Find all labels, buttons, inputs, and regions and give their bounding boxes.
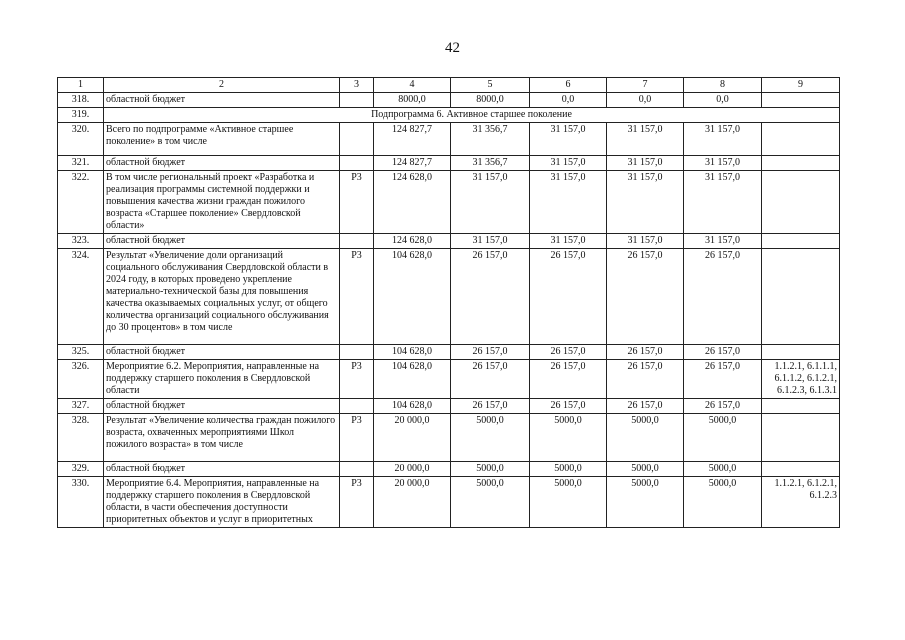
value-col-8: 5000,0: [684, 462, 762, 477]
target-indicators: 1.1.2.1, 6.1.1.1, 6.1.1.2, 6.1.2.1, 6.1.2.3, 6.1.3.1: [762, 360, 840, 399]
target-indicators: [762, 345, 840, 360]
value-col-5: 26 157,0: [451, 360, 530, 399]
row-description: областной бюджет: [104, 399, 340, 414]
row-number: 323.: [58, 234, 104, 249]
header-cell: 4: [374, 78, 451, 93]
value-col-8: 5000,0: [684, 414, 762, 462]
table-row: [58, 399, 840, 414]
row-description: Результат «Увеличение количества граждан пожилого возраста, охваченных мероприятиями Школ пожилого возраста» в том числе: [104, 414, 340, 462]
value-col-4: 104 628,0: [374, 345, 451, 360]
row-number: 318.: [58, 93, 104, 108]
value-col-7: 5000,0: [607, 477, 684, 528]
row-description: Результат «Увеличение доли организаций социального обслуживания Свердловской области в 2024 году, в которых проведено укрепление материально-технической базы для повышения качества оказываемых социальных услуг, от общего количества организаций социального обслуживания до 30 процентов» в том числе: [104, 249, 340, 345]
row-description: областной бюджет: [104, 345, 340, 360]
row-code: [340, 156, 374, 171]
target-indicators: [762, 462, 840, 477]
value-col-5: 31 356,7: [451, 156, 530, 171]
row-code: Р3: [340, 249, 374, 345]
value-col-4: 20 000,0: [374, 477, 451, 528]
row-code: [340, 345, 374, 360]
table-row: [58, 414, 840, 462]
row-description: Всего по подпрограмме «Активное старшее поколение» в том числе: [104, 123, 340, 156]
value-col-5: 31 356,7: [451, 123, 530, 156]
target-indicators: 1.1.2.1, 6.1.2.1, 6.1.2.3: [762, 477, 840, 528]
value-col-5: 5000,0: [451, 477, 530, 528]
value-col-4: 8000,0: [374, 93, 451, 108]
value-col-4: 104 628,0: [374, 249, 451, 345]
row-code: [340, 399, 374, 414]
row-number: 327.: [58, 399, 104, 414]
budget-table: [57, 77, 840, 528]
value-col-6: 5000,0: [530, 477, 607, 528]
row-code: [340, 234, 374, 249]
target-indicators: [762, 414, 840, 462]
value-col-5: 31 157,0: [451, 234, 530, 249]
value-col-4: 104 628,0: [374, 360, 451, 399]
table-row: [58, 462, 840, 477]
value-col-8: 0,0: [684, 93, 762, 108]
target-indicators: [762, 93, 840, 108]
table-row: [58, 171, 840, 234]
value-col-6: 26 157,0: [530, 360, 607, 399]
subprogram-title: Подпрограмма 6. Активное старшее поколение: [104, 108, 840, 123]
value-col-4: 20 000,0: [374, 414, 451, 462]
value-col-6: 26 157,0: [530, 399, 607, 414]
value-col-4: 20 000,0: [374, 462, 451, 477]
value-col-6: 31 157,0: [530, 123, 607, 156]
header-cell: 2: [104, 78, 340, 93]
value-col-7: 31 157,0: [607, 123, 684, 156]
row-number: 324.: [58, 249, 104, 345]
value-col-5: 31 157,0: [451, 171, 530, 234]
value-col-8: 26 157,0: [684, 360, 762, 399]
table-header-row: [58, 78, 840, 93]
value-col-4: 104 628,0: [374, 399, 451, 414]
value-col-7: 26 157,0: [607, 399, 684, 414]
row-number: 322.: [58, 171, 104, 234]
row-number: 329.: [58, 462, 104, 477]
value-col-7: 26 157,0: [607, 360, 684, 399]
header-cell: 1: [58, 78, 104, 93]
value-col-8: 26 157,0: [684, 399, 762, 414]
value-col-4: 124 827,7: [374, 123, 451, 156]
table-row: [58, 345, 840, 360]
target-indicators: [762, 171, 840, 234]
table-row: [58, 123, 840, 156]
row-number: 325.: [58, 345, 104, 360]
value-col-7: 26 157,0: [607, 249, 684, 345]
value-col-7: 31 157,0: [607, 234, 684, 249]
row-description: областной бюджет: [104, 234, 340, 249]
header-cell: 7: [607, 78, 684, 93]
table-row: [58, 234, 840, 249]
row-description: В том числе региональный проект «Разработка и реализация программы системной поддержки и повышения качества жизни граждан пожилого возраста «Старшее поколение» Свердловской области»: [104, 171, 340, 234]
value-col-6: 31 157,0: [530, 234, 607, 249]
header-cell: 6: [530, 78, 607, 93]
table-row: [58, 156, 840, 171]
value-col-5: 26 157,0: [451, 345, 530, 360]
row-description: областной бюджет: [104, 156, 340, 171]
table-row: [58, 360, 840, 399]
header-cell: 3: [340, 78, 374, 93]
value-col-8: 5000,0: [684, 477, 762, 528]
row-number: 328.: [58, 414, 104, 462]
target-indicators: [762, 399, 840, 414]
row-code: Р3: [340, 171, 374, 234]
value-col-6: 5000,0: [530, 414, 607, 462]
row-description: областной бюджет: [104, 462, 340, 477]
table-row: [58, 93, 840, 108]
row-description: Мероприятие 6.2. Мероприятия, направленные на поддержку старшего поколения в Свердловской области: [104, 360, 340, 399]
row-code: [340, 123, 374, 156]
table-row: [58, 108, 840, 123]
page-number: 42: [445, 40, 460, 56]
row-code: [340, 93, 374, 108]
value-col-8: 26 157,0: [684, 345, 762, 360]
table-row: [58, 249, 840, 345]
row-description: областной бюджет: [104, 93, 340, 108]
target-indicators: [762, 123, 840, 156]
row-number: 326.: [58, 360, 104, 399]
value-col-5: 26 157,0: [451, 249, 530, 345]
table-row: [58, 477, 840, 528]
header-cell: 9: [762, 78, 840, 93]
row-number: 320.: [58, 123, 104, 156]
value-col-7: 0,0: [607, 93, 684, 108]
target-indicators: [762, 156, 840, 171]
value-col-8: 31 157,0: [684, 123, 762, 156]
value-col-6: 26 157,0: [530, 249, 607, 345]
value-col-7: 31 157,0: [607, 171, 684, 234]
value-col-7: 5000,0: [607, 414, 684, 462]
header-cell: 8: [684, 78, 762, 93]
value-col-7: 26 157,0: [607, 345, 684, 360]
row-code: [340, 462, 374, 477]
value-col-7: 5000,0: [607, 462, 684, 477]
row-number: 321.: [58, 156, 104, 171]
row-number: 330.: [58, 477, 104, 528]
value-col-6: 31 157,0: [530, 171, 607, 234]
value-col-6: 26 157,0: [530, 345, 607, 360]
value-col-6: 0,0: [530, 93, 607, 108]
target-indicators: [762, 234, 840, 249]
target-indicators: [762, 249, 840, 345]
value-col-4: 124 628,0: [374, 234, 451, 249]
row-code: Р3: [340, 360, 374, 399]
value-col-4: 124 628,0: [374, 171, 451, 234]
value-col-4: 124 827,7: [374, 156, 451, 171]
value-col-5: 26 157,0: [451, 399, 530, 414]
value-col-6: 31 157,0: [530, 156, 607, 171]
row-code: Р3: [340, 477, 374, 528]
value-col-5: 5000,0: [451, 414, 530, 462]
value-col-8: 31 157,0: [684, 171, 762, 234]
header-cell: 5: [451, 78, 530, 93]
row-description: Мероприятие 6.4. Мероприятия, направленные на поддержку старшего поколения в Свердловской области, в части обеспечения доступности приоритетных объектов и услуг в приоритетных: [104, 477, 340, 528]
table-body: [58, 78, 840, 528]
value-col-6: 5000,0: [530, 462, 607, 477]
value-col-8: 31 157,0: [684, 234, 762, 249]
row-code: Р3: [340, 414, 374, 462]
value-col-7: 31 157,0: [607, 156, 684, 171]
row-number: 319.: [58, 108, 104, 123]
value-col-5: 8000,0: [451, 93, 530, 108]
value-col-8: 26 157,0: [684, 249, 762, 345]
value-col-8: 31 157,0: [684, 156, 762, 171]
value-col-5: 5000,0: [451, 462, 530, 477]
